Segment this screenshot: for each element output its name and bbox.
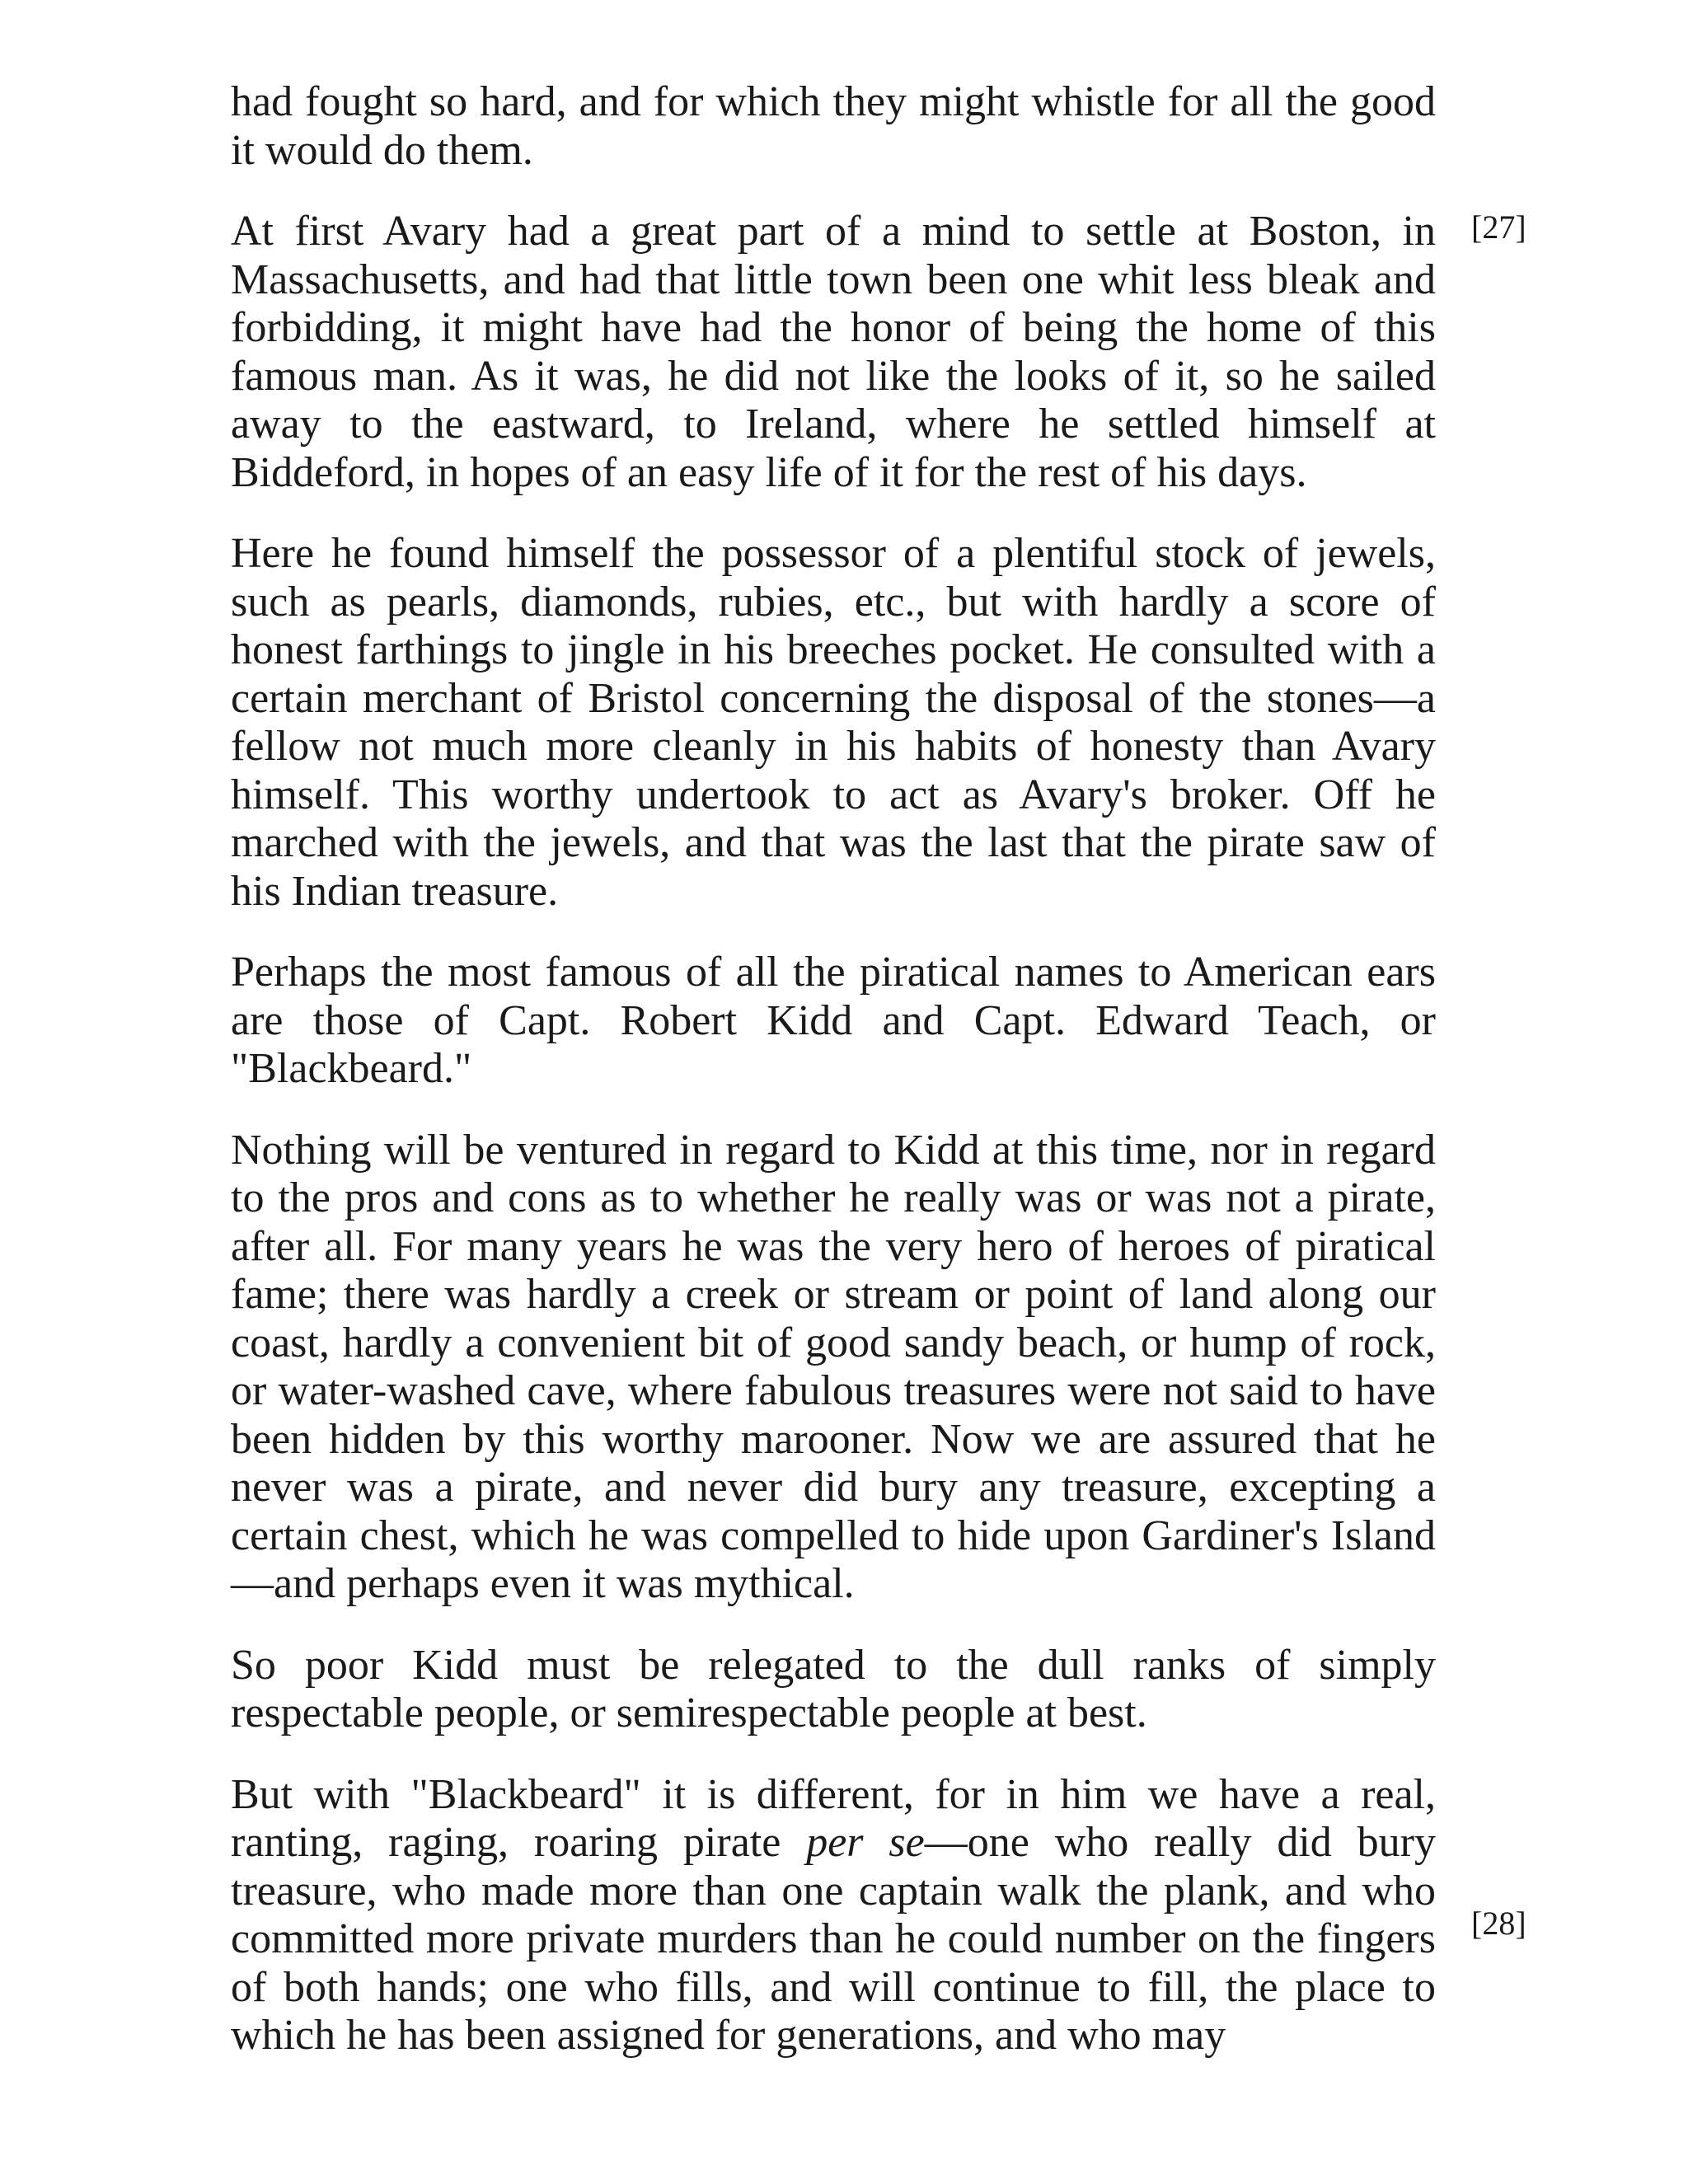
- page-number-marker: [27]: [1471, 209, 1526, 246]
- italic-phrase: per se: [806, 1819, 925, 1866]
- paragraph: Nothing will be ventured in regard to Kidd at this time, nor in regard to the pros and cons as to whether he really was or was not a pirate, after all. For many years he was the very hero of heroes of piratical fame; there was hardly a creek or stream or point of land along our coast, hardly a convenient bit of good sandy beach, or hump of rock, or water-washed cave, where fabulous treasures were not said to have been hidden by this worthy marooner. Now we are assured that he never was a pirate, and never did bury any treasure, excepting a certain chest, which he was compelled to hide upon Gardiner's Island —and perhaps even it was mythical.: [231, 1126, 1436, 1607]
- paragraph: Here he found himself the possessor of a plentiful stock of jewels, such as pearls, diamonds, rubies, etc., but with hardly a score of honest farthings to jingle in his breeches pocket. He consulted with a certain merchant of Bristol concerning the disposal of the stones—a fellow not much more cleanly in his habits of honesty than Avary himself. This worthy undertook to act as Avary's broker. Off he marched with the jewels, and that was the last that the pirate saw of his Indian treasure.: [231, 530, 1436, 915]
- paragraph: Perhaps the most famous of all the piratical names to American ears are those of Capt. Robert Kidd and Capt. Edward Teach, or "Blackbeard.": [231, 949, 1436, 1092]
- page-body: [231, 78, 1436, 2093]
- paragraph-text: —one who really did bury treasure, who made more than one captain walk the plank, and who committed more private murders than he could number on the fingers of both hands; one who fills, and will continue to fill, the place to which he has been assigned for generations, and who may: [231, 1819, 1436, 2059]
- paragraph: had fought so hard, and for which they might whistle for all the good it would do them.: [231, 78, 1436, 174]
- paragraph-text: But with "Blackbeard" it is different, for in him we have a real, ranting, raging, roaring pirate: [231, 1770, 1436, 1866]
- paragraph: So poor Kidd must be relegated to the dull ranks of simply respectable people, or semirespectable people at best.: [231, 1641, 1436, 1736]
- page-number-marker: [28]: [1471, 1905, 1526, 1942]
- paragraph: [231, 1771, 1436, 2060]
- paragraph: At first Avary had a great part of a mind to settle at Boston, in Massachusetts, and had that little town been one whit less bleak and forbidding, it might have had the honor of being the home of this famous man. As it was, he did not like the looks of it, so he sailed away to the eastward, to Ireland, where he settled himself at Biddeford, in hopes of an easy life of it for the rest of his days.: [231, 208, 1436, 496]
